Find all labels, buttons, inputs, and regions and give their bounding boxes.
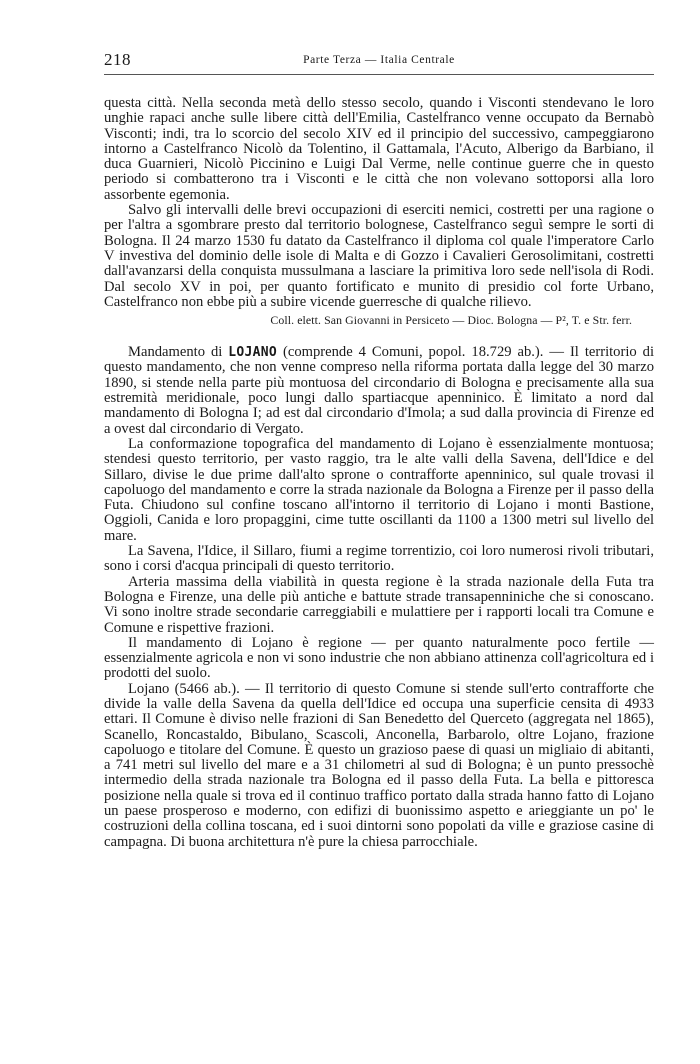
paragraph-lojano-agriculture: Il mandamento di Lojano è regione — per quanto naturalmente poco fertile — essenzialmente agricola e non vi sono industrie che non abbiano attinenza coll'agricoltura ed i prodotti del suolo. — [104, 634, 654, 682]
lead-rest: (comprende 4 Comuni, popol. 18.729 ab.). — Il territorio di questo mandamento, che non venne compreso nella riforma portata dalla legge del 30 marzo 1890, si stende nella parte più montuosa del circondario di Bologna e precisamente alla sua estremità meridionale, poco lungi dallo spartiacque apenninico. È limitato a nord dal mandamento di Bologna I; ad est dal circondario d'Imola; a sud dalla provincia di Firenze ed a ovest dal circondario di Vergato. — [104, 344, 654, 437]
lead-prefix: Mandamento di — [128, 344, 229, 361]
paragraph-lojano-comune: Lojano (5466 ab.). — Il territorio di questo Comune si stende sull'erto contrafforte che divide la valle della Savena da quella dell'Idice ed occupa una superficie censita di 4933 ettari. Il Comune è diviso nelle frazioni di San Benedetto del Querceto (aggregata nel 1865), Scanello, Roncastaldo, Bibulano, Scascoli, Anconella, Barbarolo, oltre Lojano, frazione capoluogo e titolare del Comune. È questo un grazioso paese di quasi un migliaio di abitanti, a 741 metri sul livello del mare e a 31 chilometri al sud di Bologna; è un punto pressochè intermedio della strada nazionale tra Bologna ed il passo della Futa. La bella e pittoresca posizione nella quale si trova ed il continuo traffico portato dalla strada hanno fatto di Lojano un paese prosperoso e moderno, con edifizi di buonissimo aspetto e arieggiante un po' le costruzioni della collina toscana, ed i suoi dintorni sono popolati da ville e graziose casine di campagna. Di buona architettura n'è pure la chiesa parrocchiale. — [104, 680, 654, 850]
citation-line: Coll. elett. San Giovanni in Persiceto — Dioc. Bologna — P², T. e Str. ferr. — [270, 313, 632, 328]
lead-term-lojano: LOJANO — [228, 345, 278, 361]
page-number: 218 — [104, 50, 131, 69]
paragraph-lojano-rivers: La Savena, l'Idice, il Sillaro, fiumi a regime torrentizio, coi loro numerosi rivoli tributari, sono i corsi d'acqua principali di questo territorio. — [104, 543, 654, 575]
page-header — [104, 50, 654, 75]
paragraph-castelfranco-bologna: Salvo gli intervalli delle brevi occupazioni di eserciti nemici, costretti per una ragione o per l'altra a sgombrare presto dal territorio bolognese, Castelfranco seguì sempre le sorti di Bologna. Il 24 marzo 1530 fu datato da Castelfranco il diploma col quale l'imperatore Carlo V investiva del dominio delle isole di Malta e di Gozzo i Cavalieri Gerosolimitani, costretti dall'avanzarsi della conquista mussulmana a lasciare la primitiva loro sede nell'isola di Rodi. Dal secolo XV in poi, per quanto fortificato e munito di presidio col forte Urbano, Castelfranco non ebbe più a subire vicende guerresche di qualche rilievo. — [104, 202, 654, 310]
paragraph-castelfranco-history: questa città. Nella seconda metà dello stesso secolo, quando i Visconti stendevano le loro unghie rapaci anche sulle libere città dell'Emilia, Castelfranco venne occupato da Bernabò Visconti; indi, tra lo scorcio del secolo XIV ed il principio del successivo, campeggiarono intorno a Castelfranco Nicolò da Tolentino, il Gattamala, l'Acuto, Alberigo da Barbiano, il duca Guarnieri, Nicolò Piccinino e Luigi Dal Verme, nelle continue guerre che in questo periodo si combatterono tra i Visconti e le città che non volevano sottoporsi alla loro assorbente egemonia. — [104, 95, 654, 203]
paragraph-lojano-roads: Arteria massima della viabilità in questa regione è la strada nazionale della Futa tra Bologna e Firenze, una delle più antiche e battute strade transapenniniche che si conoscano. Vi sono inoltre strade secondarie carreggiabili e mulattiere per i rapporti locali tra Comune e Comune e rispettive frazioni. — [104, 573, 654, 636]
paragraph-lojano-mandamento — [104, 345, 654, 437]
running-title: Parte Terza — Italia Centrale — [303, 54, 455, 66]
paragraph-lojano-topography: La conformazione topografica del mandamento di Lojano è essenzialmente montuosa; stendesi questo territorio, per vasto raggio, tra le alte valli della Savena, dell'Idice e del Sillaro, divise le due prime dall'alto sprone o contrafforte apenninico, sul quale trovasi il capoluogo del mandamento e corre la strada nazionale da Bologna a Firenze per il passo della Futa. Chiudono sul confine toscano all'intorno il territorio di Lojano i monti Bastione, Oggioli, Canida e loro propaggini, cime tutte oscillanti da 1100 a 1300 metri sul livello del mare. — [104, 435, 654, 544]
page-body — [104, 96, 654, 850]
